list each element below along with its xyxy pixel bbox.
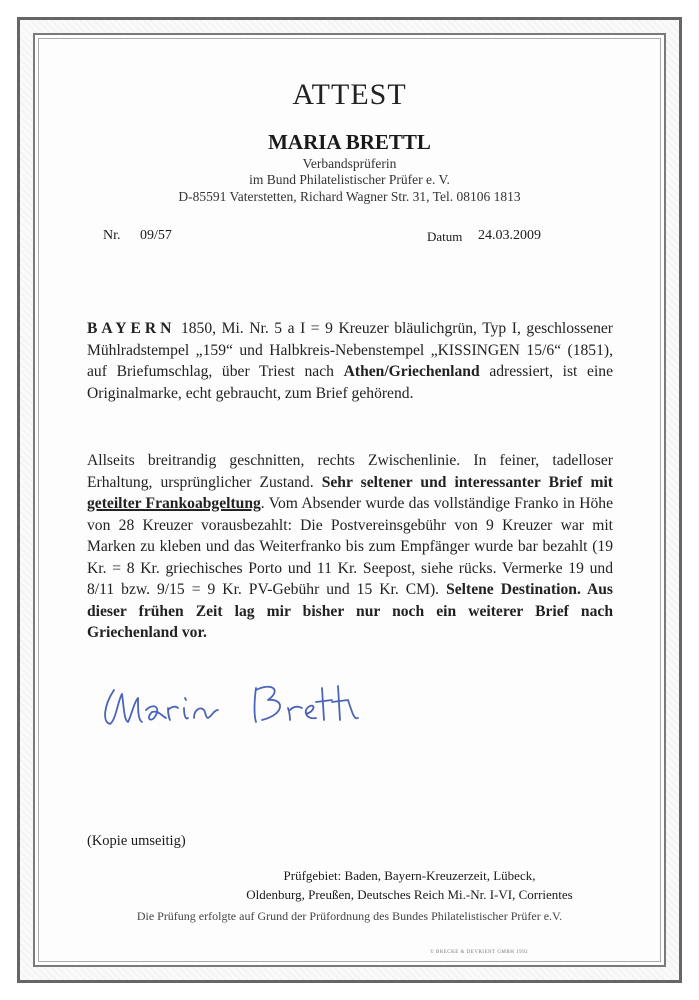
assessment-underlined: geteilter Frankoabgeltung (87, 495, 261, 512)
destination: Athen/Griechenland (343, 363, 480, 380)
description-text-2: adressiert, ist eine Originalmarke, echt gebraucht, zum Brief gehörend. (87, 363, 613, 402)
examination-area-line-2: Oldenburg, Preußen, Deutsches Reich Mi.-Nr. I-VI, Corrientes (246, 887, 573, 902)
examination-regulation-note: Die Prüfung erfolgte auf Grund der Prüfordnung des Bundes Philatelistischer Prüfer e.V. (136, 909, 563, 923)
assessment-text-2: . Vom Absender wurde das vollständige Franko in Höhe von 28 Kreuzer vorausbezahlt: Die Postvereinsgebühr von 9 Kreuzer war mit Marken zu kleben und das Weiterfranko bis zum Empfänger wurde bar bezahlt (19 Kr. = 8 Kr. griechisches Porto und 11 Kr. Seepost, siehe rücks. Vermerke 19 und 8/11 bzw. 9/15 = 9 Kr. PV-Gebühr und 15 Kr. CM). (87, 495, 613, 598)
assessment-paragraph (87, 450, 613, 644)
assessment-bold-2: Seltene Destination. Aus dieser frühen Zeit lag mir bisher nur noch ein weiterer Brief nach Griechenland vor. (87, 581, 613, 641)
certificate-title: ATTEST (292, 78, 407, 111)
examination-area-line-1: Prüfgebiet: Baden, Bayern-Kreuzerzeit, Lübeck, (283, 868, 536, 883)
examiner-address: D-85591 Vaterstetten, Richard Wagner Str. 31, Tel. 08106 1813 (178, 189, 521, 204)
examiner-name: MARIA BRETTL (268, 130, 431, 154)
assessment-bold-1: Sehr seltener und interessanter Brief mit (321, 473, 613, 491)
copy-note: (Kopie umseitig) (87, 833, 186, 849)
certificate-date-label: Datum (427, 229, 463, 244)
examiner-role: Verbandsprüferin (302, 156, 397, 171)
printer-copyright: © BRECKE & DEVRIENT GMBH 1992 (430, 950, 529, 955)
description-paragraph (87, 318, 613, 404)
stamp-country: BAYERN (87, 320, 176, 337)
certificate-number-label: Nr. (103, 228, 121, 243)
certificate-number: 09/57 (140, 228, 172, 243)
handwritten-signature (96, 660, 376, 740)
assessment-text-1: Allseits breitrandig geschnitten, rechts Zwischenlinie. In feiner, tadelloser Erhaltung, ursprünglicher Zustand. (87, 452, 613, 491)
examiner-association: im Bund Philatelistischer Prüfer e. V. (249, 172, 450, 187)
description-text-1: 1850, Mi. Nr. 5 a I = 9 Kreuzer bläulichgrün, Typ I, geschlossener Mühlradstempel „159“ und Halbkreis-Nebenstempel „KISSINGEN 15/6“ (1851), auf Briefumschlag, über Triest nach (87, 320, 613, 380)
certificate-date: 24.03.2009 (478, 228, 541, 243)
